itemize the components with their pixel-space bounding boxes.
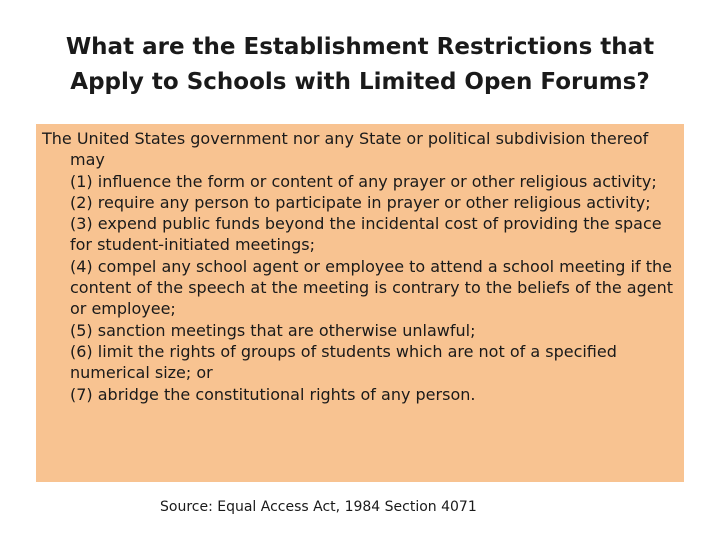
restriction-item-4: (4) compel any school agent or employee to attend a school meeting if the content of the speech at the meeting is contrary to the beliefs of the agent or employee; <box>70 256 674 319</box>
restriction-item-1: (1) influence the form or content of any prayer or other religious activity; <box>70 171 657 191</box>
source-citation: Source: Equal Access Act, 1984 Section 4071 <box>160 499 477 515</box>
restriction-item-7: (7) abridge the constitutional rights of any person. <box>70 384 476 404</box>
restriction-list <box>42 171 678 405</box>
slide-title-line-2: Apply to Schools with Limited Open Forums? <box>70 69 650 95</box>
slide-title-line-1: What are the Establishment Restrictions that <box>65 34 655 60</box>
slide-title <box>20 30 700 100</box>
restriction-item-2: (2) require any person to participate in prayer or other religious activity; <box>70 192 651 212</box>
intro-text: The United States government nor any State or political subdivision thereof may <box>42 129 649 170</box>
restriction-item-5: (5) sanction meetings that are otherwise unlawful; <box>70 320 476 340</box>
restriction-item-3: (3) expend public funds beyond the incidental cost of providing the space for student-initiated meetings; <box>70 214 662 255</box>
content-box <box>36 124 684 482</box>
restriction-item-6: (6) limit the rights of groups of students which are not of a specified numerical size; or <box>70 341 617 383</box>
